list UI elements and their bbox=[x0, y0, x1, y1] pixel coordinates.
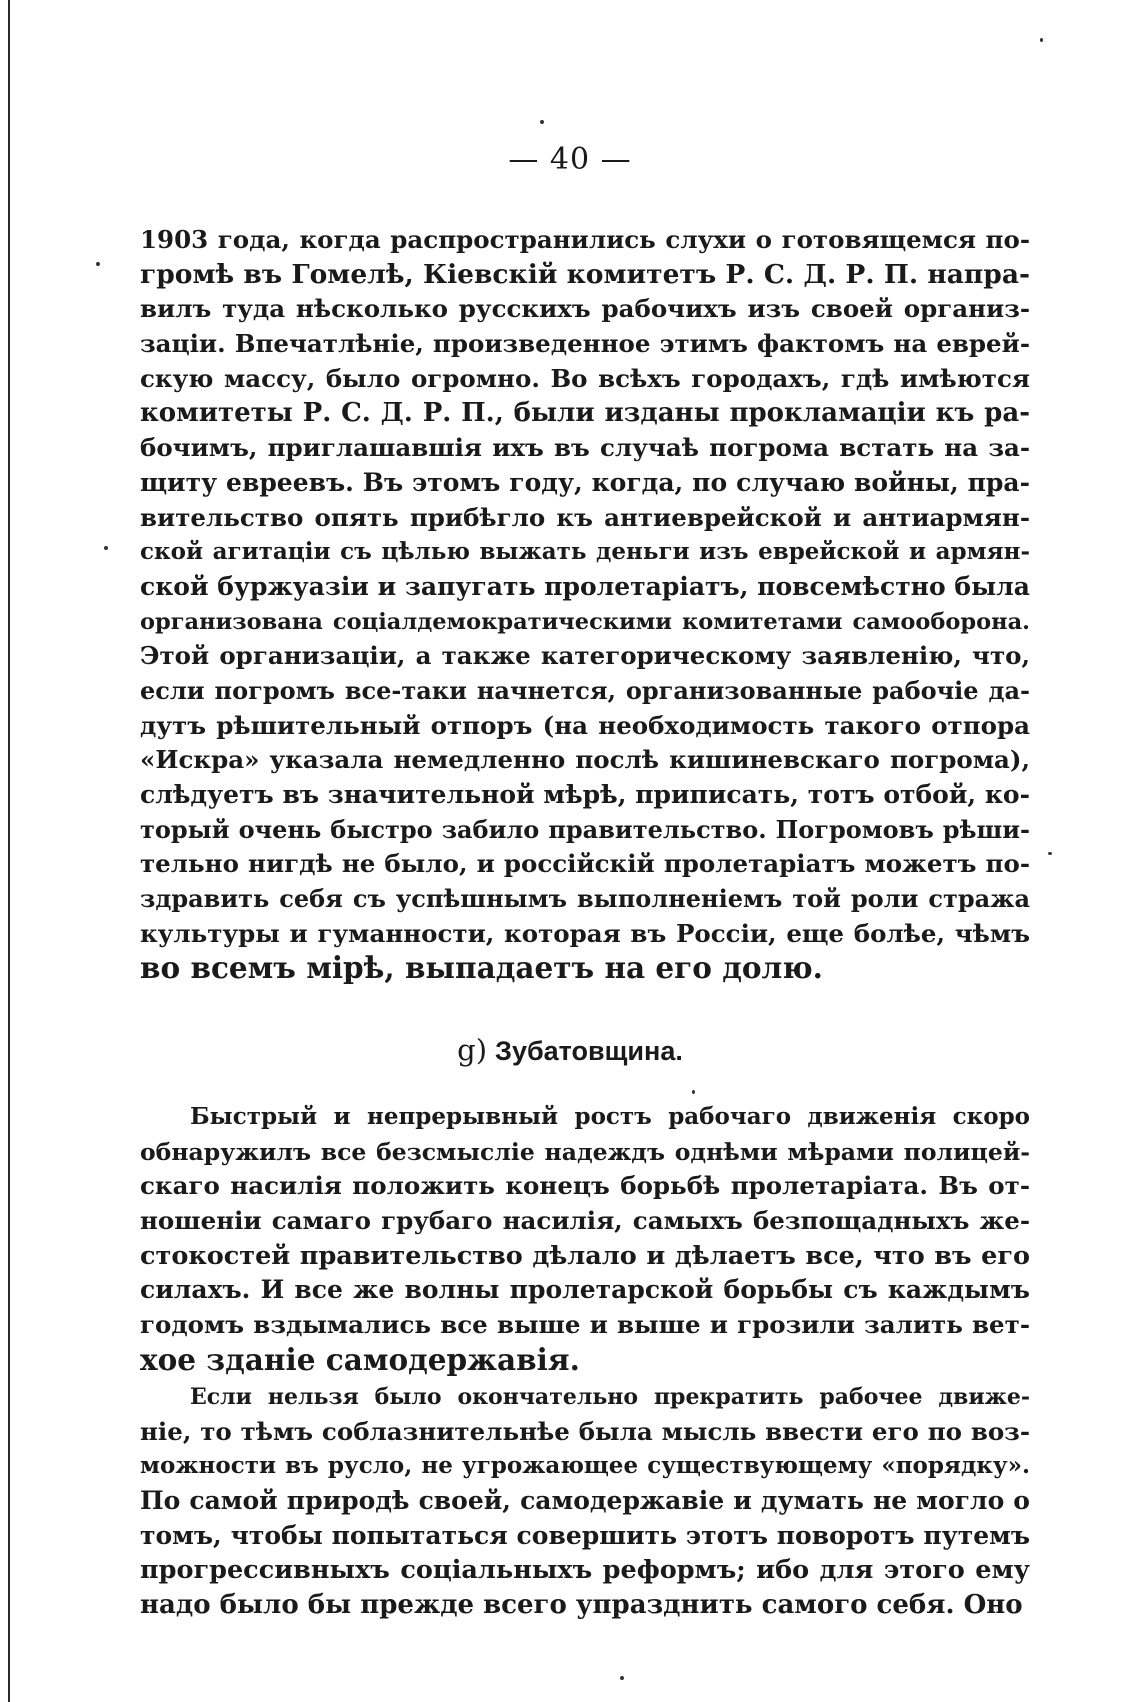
text-line: обнаружилъ все безсмысліе надеждъ однѣми мѣрами полицей- bbox=[140, 1137, 1030, 1166]
text-line: надо было бы прежде всего упразднить самого себя. Оно bbox=[140, 1590, 1023, 1621]
text-line: бочимъ, приглашавшія ихъ въ случаѣ погрома встать на за- bbox=[140, 433, 1030, 463]
text-line: Если нельзя было окончательно прекратить рабочее движе- bbox=[190, 1384, 1030, 1410]
scan-speck bbox=[96, 262, 100, 266]
text-line: 1903 года, когда распространились слухи о готовящемся по- bbox=[140, 225, 1030, 254]
text-line: хое зданіе самодержавія. bbox=[140, 1341, 580, 1377]
text-line: громѣ въ Гомелѣ, Кіевскій комитетъ Р. С. Д. Р. П. напра- bbox=[140, 258, 1030, 290]
text-line: можности въ русло, не угрожающее существующему «порядку». bbox=[140, 1452, 1030, 1480]
text-line: ской буржуазіи и запугать пролетаріатъ, повсемѣстно была bbox=[140, 571, 1030, 601]
text-line: щиту евреевъ. Въ этомъ году, когда, по случаю войны, пра- bbox=[140, 467, 1030, 497]
text-line: ніе, то тѣмъ соблазнительнѣе была мысль ввести его по воз- bbox=[140, 1416, 1030, 1446]
text-line: вительство опять прибѣгло къ антиеврейской и антиармян- bbox=[140, 502, 1030, 532]
text-line: годомъ вздымались все выше и выше и грозили залить вет- bbox=[140, 1310, 1030, 1340]
paragraph-3 bbox=[140, 1380, 1030, 1623]
section-heading bbox=[0, 1033, 1140, 1067]
text-line: скую массу, было огромно. Во всѣхъ городахъ, гдѣ имѣются bbox=[140, 363, 1030, 393]
text-line: Быстрый и непрерывный ростъ рабочаго движенія скоро bbox=[190, 1103, 1030, 1130]
text-line: здравить себя съ успѣшнымъ выполненіемъ той роли стража bbox=[140, 884, 1030, 914]
paragraph-1 bbox=[140, 223, 1030, 986]
scan-speck bbox=[540, 120, 544, 124]
text-line: если погромъ все-таки начнется, организованные рабочіе да- bbox=[140, 675, 1030, 705]
text-line: «Искра» указала немедленно послѣ кишиневскаго погрома), bbox=[140, 745, 1030, 775]
text-line: Этой организаціи, а также категорическому заявленію, что, bbox=[140, 641, 1030, 671]
text-line: комитеты Р. С. Д. Р. П., были изданы прокламаціи къ ра- bbox=[140, 398, 1030, 429]
text-line: заціи. Впечатлѣніе, произведенное этимъ фактомъ на еврей- bbox=[140, 329, 1030, 359]
section-letter: g) bbox=[457, 1033, 488, 1067]
text-line: силахъ. И все же волны пролетарской борьбы съ каждымъ bbox=[140, 1275, 1030, 1305]
text-line: культуры и гуманности, которая въ Россіи, еще болѣе, чѣмъ bbox=[140, 918, 1030, 948]
page-edge-rule bbox=[8, 0, 10, 1702]
scan-speck bbox=[104, 546, 108, 550]
text-line: ношеніи самаго грубаго насилія, самыхъ безпощадныхъ же- bbox=[140, 1206, 1030, 1236]
text-line: слѣдуетъ въ значительной мѣрѣ, приписать, тотъ отбой, ко- bbox=[140, 780, 1030, 809]
page-number: — 40 — bbox=[508, 142, 632, 177]
text-line: томъ, чтобы попытаться совершить этотъ поворотъ путемъ bbox=[140, 1520, 1030, 1550]
paragraph-2 bbox=[140, 1100, 1030, 1378]
text-line: прогрессивныхъ соціальныхъ реформъ; ибо для этого ему bbox=[140, 1555, 1030, 1586]
text-line: стокостей правительство дѣлало и дѣлаетъ все, что въ его bbox=[140, 1240, 1030, 1271]
text-line: По самой природѣ своей, самодержавіе и думать не могло о bbox=[140, 1486, 1030, 1516]
text-line: вилъ туда нѣсколько русскихъ рабочихъ изъ своей организ- bbox=[140, 294, 1030, 324]
scan-speck bbox=[620, 1676, 624, 1680]
text-line: организована соціалдемократическими комитетами самооборона. bbox=[140, 608, 1030, 635]
text-line: тельно нигдѣ не было, и россійскій пролетаріатъ можетъ по- bbox=[140, 849, 1030, 879]
text-line: ской агитаціи съ цѣлью выжать деньги изъ еврейской и армян- bbox=[140, 538, 1030, 566]
scan-speck bbox=[1048, 852, 1052, 855]
text-line: во всемъ мірѣ, выпадаетъ на его долю. bbox=[140, 950, 823, 986]
scan-speck bbox=[1040, 38, 1043, 42]
section-title: Зубатовщина. bbox=[495, 1036, 683, 1066]
text-line: торый очень быстро забило правительство. Погромовъ рѣши- bbox=[140, 814, 1030, 844]
text-line: скаго насилія положить конецъ борьбѣ пролетаріата. Въ от- bbox=[140, 1171, 1030, 1201]
scan-speck bbox=[692, 1090, 695, 1094]
text-line: дутъ рѣшительный отпоръ (на необходимость такого отпора bbox=[140, 710, 1030, 740]
